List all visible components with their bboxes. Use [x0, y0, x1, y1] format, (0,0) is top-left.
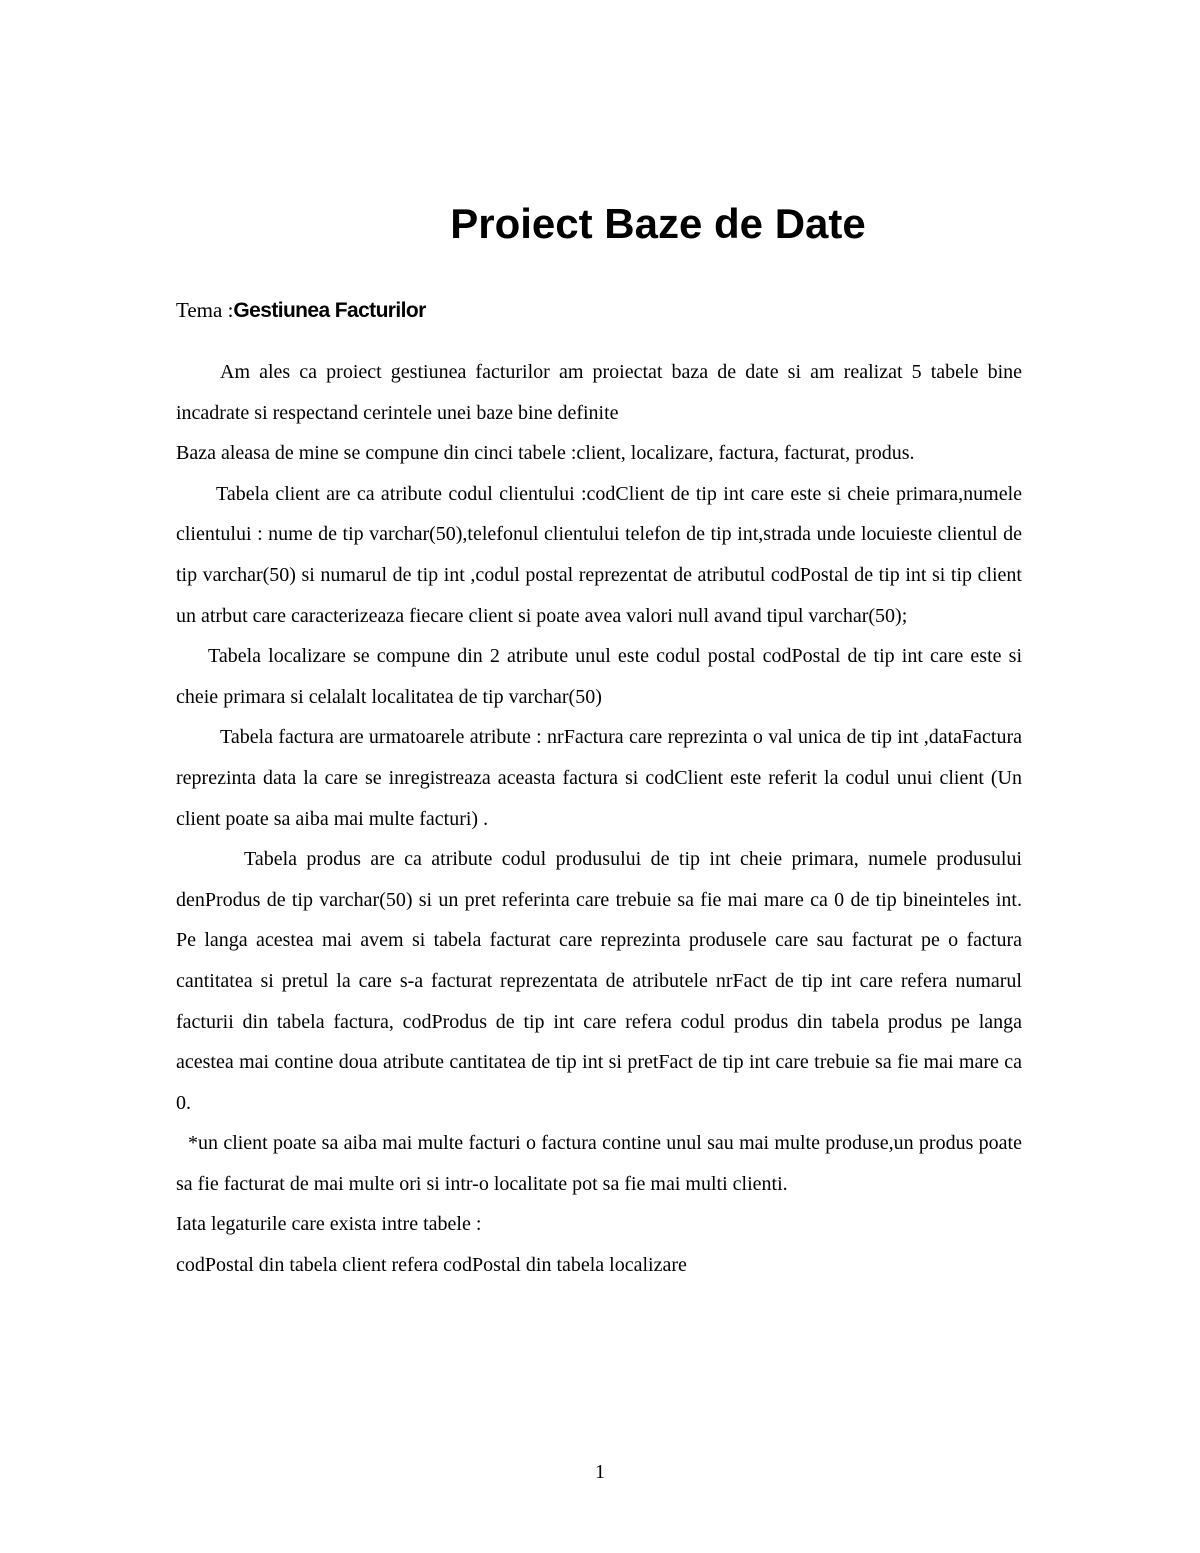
page-number: 1	[595, 1461, 605, 1483]
paragraph-produs-table: Tabela produs are ca atribute codul produsului de tip int cheie primara, numele produsului denProdus de tip varchar(50) si un pret referinta care trebuie sa fie mai mare ca 0 de tip bineinteles int. Pe langa acestea mai avem si tabela facturat care reprezinta produsele care sau facturat pe o factura cantitatea si pretul la care s-a facturat reprezentata de atributele nrFact de tip int care refera numarul facturii din tabela factura, codProdus de tip int care refera codul produs din tabela produs pe langa acestea mai contine doua atribute cantitatea de tip int si pretFact de tip int care trebuie sa fie mai mare ca 0.	[176, 848, 1022, 1114]
paragraph-factura-table: Tabela factura are urmatoarele atribute : nrFactura care reprezinta o val unica de tip int ,dataFactura reprezinta data la care se inregistreaza aceasta factura si codClient este referit la codul unui client (Un client poate sa aiba mai multe facturi) .	[176, 726, 1022, 830]
topic-line	[176, 292, 426, 329]
paragraph-relationships-note: *un client poate sa aiba mai multe facturi o factura contine unul sau mai multe produse,un produs poate sa fie facturat de mai multe ori si intr-o localitate pot sa fie mai multi clienti.	[176, 1132, 1022, 1195]
paragraph-intro: Am ales ca proiect gestiunea facturilor am proiectat baza de date si am realizat 5 tabele bine incadrate si respectand cerintele unei baze bine definite	[176, 361, 1022, 424]
paragraph-localizare-table: Tabela localizare se compune din 2 atribute unul este codul postal codPostal de tip int care este si cheie primara si celalalt localitatea de tip varchar(50)	[176, 645, 1022, 708]
document-body	[176, 352, 1022, 1286]
page-title: Proiect Baze de Date	[450, 200, 866, 247]
paragraph-client-table: Tabela client are ca atribute codul clientului :codClient de tip int care este si cheie primara,numele clientului : nume de tip varchar(50),telefonul clientului telefon de tip int,strada unde locuieste clientul de tip varchar(50) si numarul de tip int ,codul postal reprezentat de atributul codPostal de tip int si tip client un atrbut care caracterizeaza fiecare client si poate avea valori null avand tipul varchar(50);	[176, 482, 1022, 627]
paragraph-tables-overview: Baza aleasa de mine se compune din cinci tabele :client, localizare, factura, facturat, produs.	[176, 442, 915, 465]
paragraph-link-codpostal: codPostal din tabela client refera codPostal din tabela localizare	[176, 1254, 687, 1277]
topic-label: Tema :	[176, 298, 234, 322]
topic-value: Gestiunea Facturilor	[233, 299, 426, 322]
paragraph-links-intro: Iata legaturile care exista intre tabele :	[176, 1213, 482, 1236]
